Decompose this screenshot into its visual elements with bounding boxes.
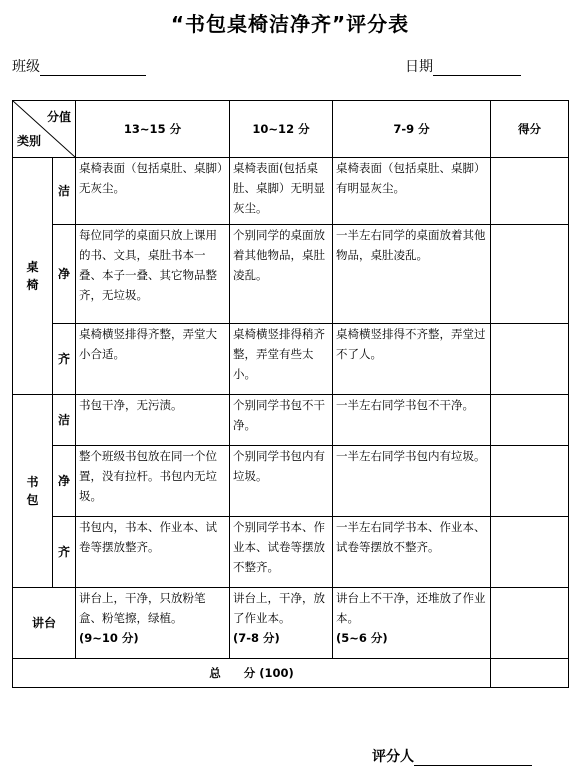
class-field — [12, 56, 146, 76]
column-header: 得分 — [491, 101, 569, 158]
signer-label: 评分人 — [372, 749, 414, 765]
score-cell[interactable] — [491, 225, 569, 324]
date-blank — [433, 61, 521, 76]
total-score-cell[interactable] — [491, 659, 569, 688]
column-header: 13~15 分 — [76, 101, 230, 158]
criteria-cell: 个别同学书本、作业本、试卷等摆放不整齐。 — [230, 517, 333, 588]
corner-cell — [13, 101, 76, 158]
table-row — [13, 517, 569, 588]
criteria-cell: 个别同学的桌面放着其他物品，桌肚凌乱。 — [230, 225, 333, 324]
score-cell[interactable] — [491, 588, 569, 659]
score-cell[interactable] — [491, 324, 569, 395]
header-row — [13, 101, 569, 158]
signer-field — [372, 746, 532, 766]
corner-top-label: 分值 — [46, 110, 71, 124]
criteria-cell: 一半左右同学书本、作业本、试卷等摆放不整齐。 — [333, 517, 491, 588]
total-label: 总 分 (100) — [13, 659, 491, 688]
sub-label: 齐 — [53, 324, 76, 395]
sub-label: 洁 — [53, 395, 76, 446]
table-row — [13, 588, 569, 659]
score-cell[interactable] — [491, 446, 569, 517]
criteria-cell: 整个班级书包放在同一个位置，没有拉杆。书包内无垃圾。 — [76, 446, 230, 517]
table-row — [13, 395, 569, 446]
page-title: “书包桌椅洁净齐”评分表 — [170, 12, 410, 36]
criteria-cell: 个别同学书包不干净。 — [230, 395, 333, 446]
signer-blank — [414, 751, 532, 766]
score-cell[interactable] — [491, 517, 569, 588]
date-field — [405, 56, 521, 76]
criteria-cell: 一半左右同学书包内有垃圾。 — [333, 446, 491, 517]
criteria-cell: 一半左右同学的桌面放着其他物品，桌肚凌乱。 — [333, 225, 491, 324]
sub-label: 净 — [53, 446, 76, 517]
total-row — [13, 659, 569, 688]
points-range: (9~10 分) — [79, 631, 139, 645]
column-header: 7-9 分 — [333, 101, 491, 158]
criteria-cell: 桌椅横竖排得稍齐整，弄堂有些太小。 — [230, 324, 333, 395]
criteria-cell: 书包干净，无污渍。 — [76, 395, 230, 446]
group-name: 桌椅 — [26, 260, 39, 292]
sub-label: 净 — [53, 225, 76, 324]
criteria-cell: 一半左右同学书包不干净。 — [333, 395, 491, 446]
criteria-cell: 书包内，书本、作业本、试卷等摆放整齐。 — [76, 517, 230, 588]
criteria-cell: 桌椅表面（包括桌肚、桌脚）有明显灰尘。 — [333, 158, 491, 225]
column-header: 10~12 分 — [230, 101, 333, 158]
points-range: (5~6 分) — [336, 631, 388, 645]
criteria-text: 讲台上，干净，只放粉笔盒、粉笔擦，绿植。 — [79, 591, 206, 625]
corner-bottom-label: 类别 — [17, 134, 42, 148]
date-label: 日期 — [405, 59, 433, 75]
criteria-cell: 个别同学书包内有垃圾。 — [230, 446, 333, 517]
score-table — [12, 100, 569, 688]
criteria-cell — [333, 588, 491, 659]
sub-label: 齐 — [53, 517, 76, 588]
class-blank — [40, 61, 146, 76]
criteria-cell: 桌椅表面(包括桌肚、桌脚）无明显灰尘。 — [230, 158, 333, 225]
score-cell[interactable] — [491, 158, 569, 225]
table-row — [13, 225, 569, 324]
criteria-cell: 桌椅表面（包括桌肚、桌脚）无灰尘。 — [76, 158, 230, 225]
table-row — [13, 324, 569, 395]
criteria-cell: 桌椅横竖排得齐整，弄堂大小合适。 — [76, 324, 230, 395]
criteria-cell: 每位同学的桌面只放上课用的书、文具，桌肚书本一叠、本子一叠、其它物品整齐，无垃圾。 — [76, 225, 230, 324]
podium-label: 讲台 — [13, 588, 76, 659]
criteria-text: 讲台上，干净，放了作业本。 — [233, 591, 325, 625]
criteria-text: 讲台上不干净，还堆放了作业本。 — [336, 591, 486, 625]
criteria-cell — [76, 588, 230, 659]
score-cell[interactable] — [491, 395, 569, 446]
sub-label: 洁 — [53, 158, 76, 225]
table-row — [13, 446, 569, 517]
group-label — [13, 395, 53, 588]
criteria-cell — [230, 588, 333, 659]
group-label — [13, 158, 53, 395]
criteria-cell: 桌椅横竖排得不齐整，弄堂过不了人。 — [333, 324, 491, 395]
class-label: 班级 — [12, 59, 40, 75]
group-name: 书包 — [26, 475, 39, 507]
points-range: (7-8 分) — [233, 631, 280, 645]
table-row — [13, 158, 569, 225]
